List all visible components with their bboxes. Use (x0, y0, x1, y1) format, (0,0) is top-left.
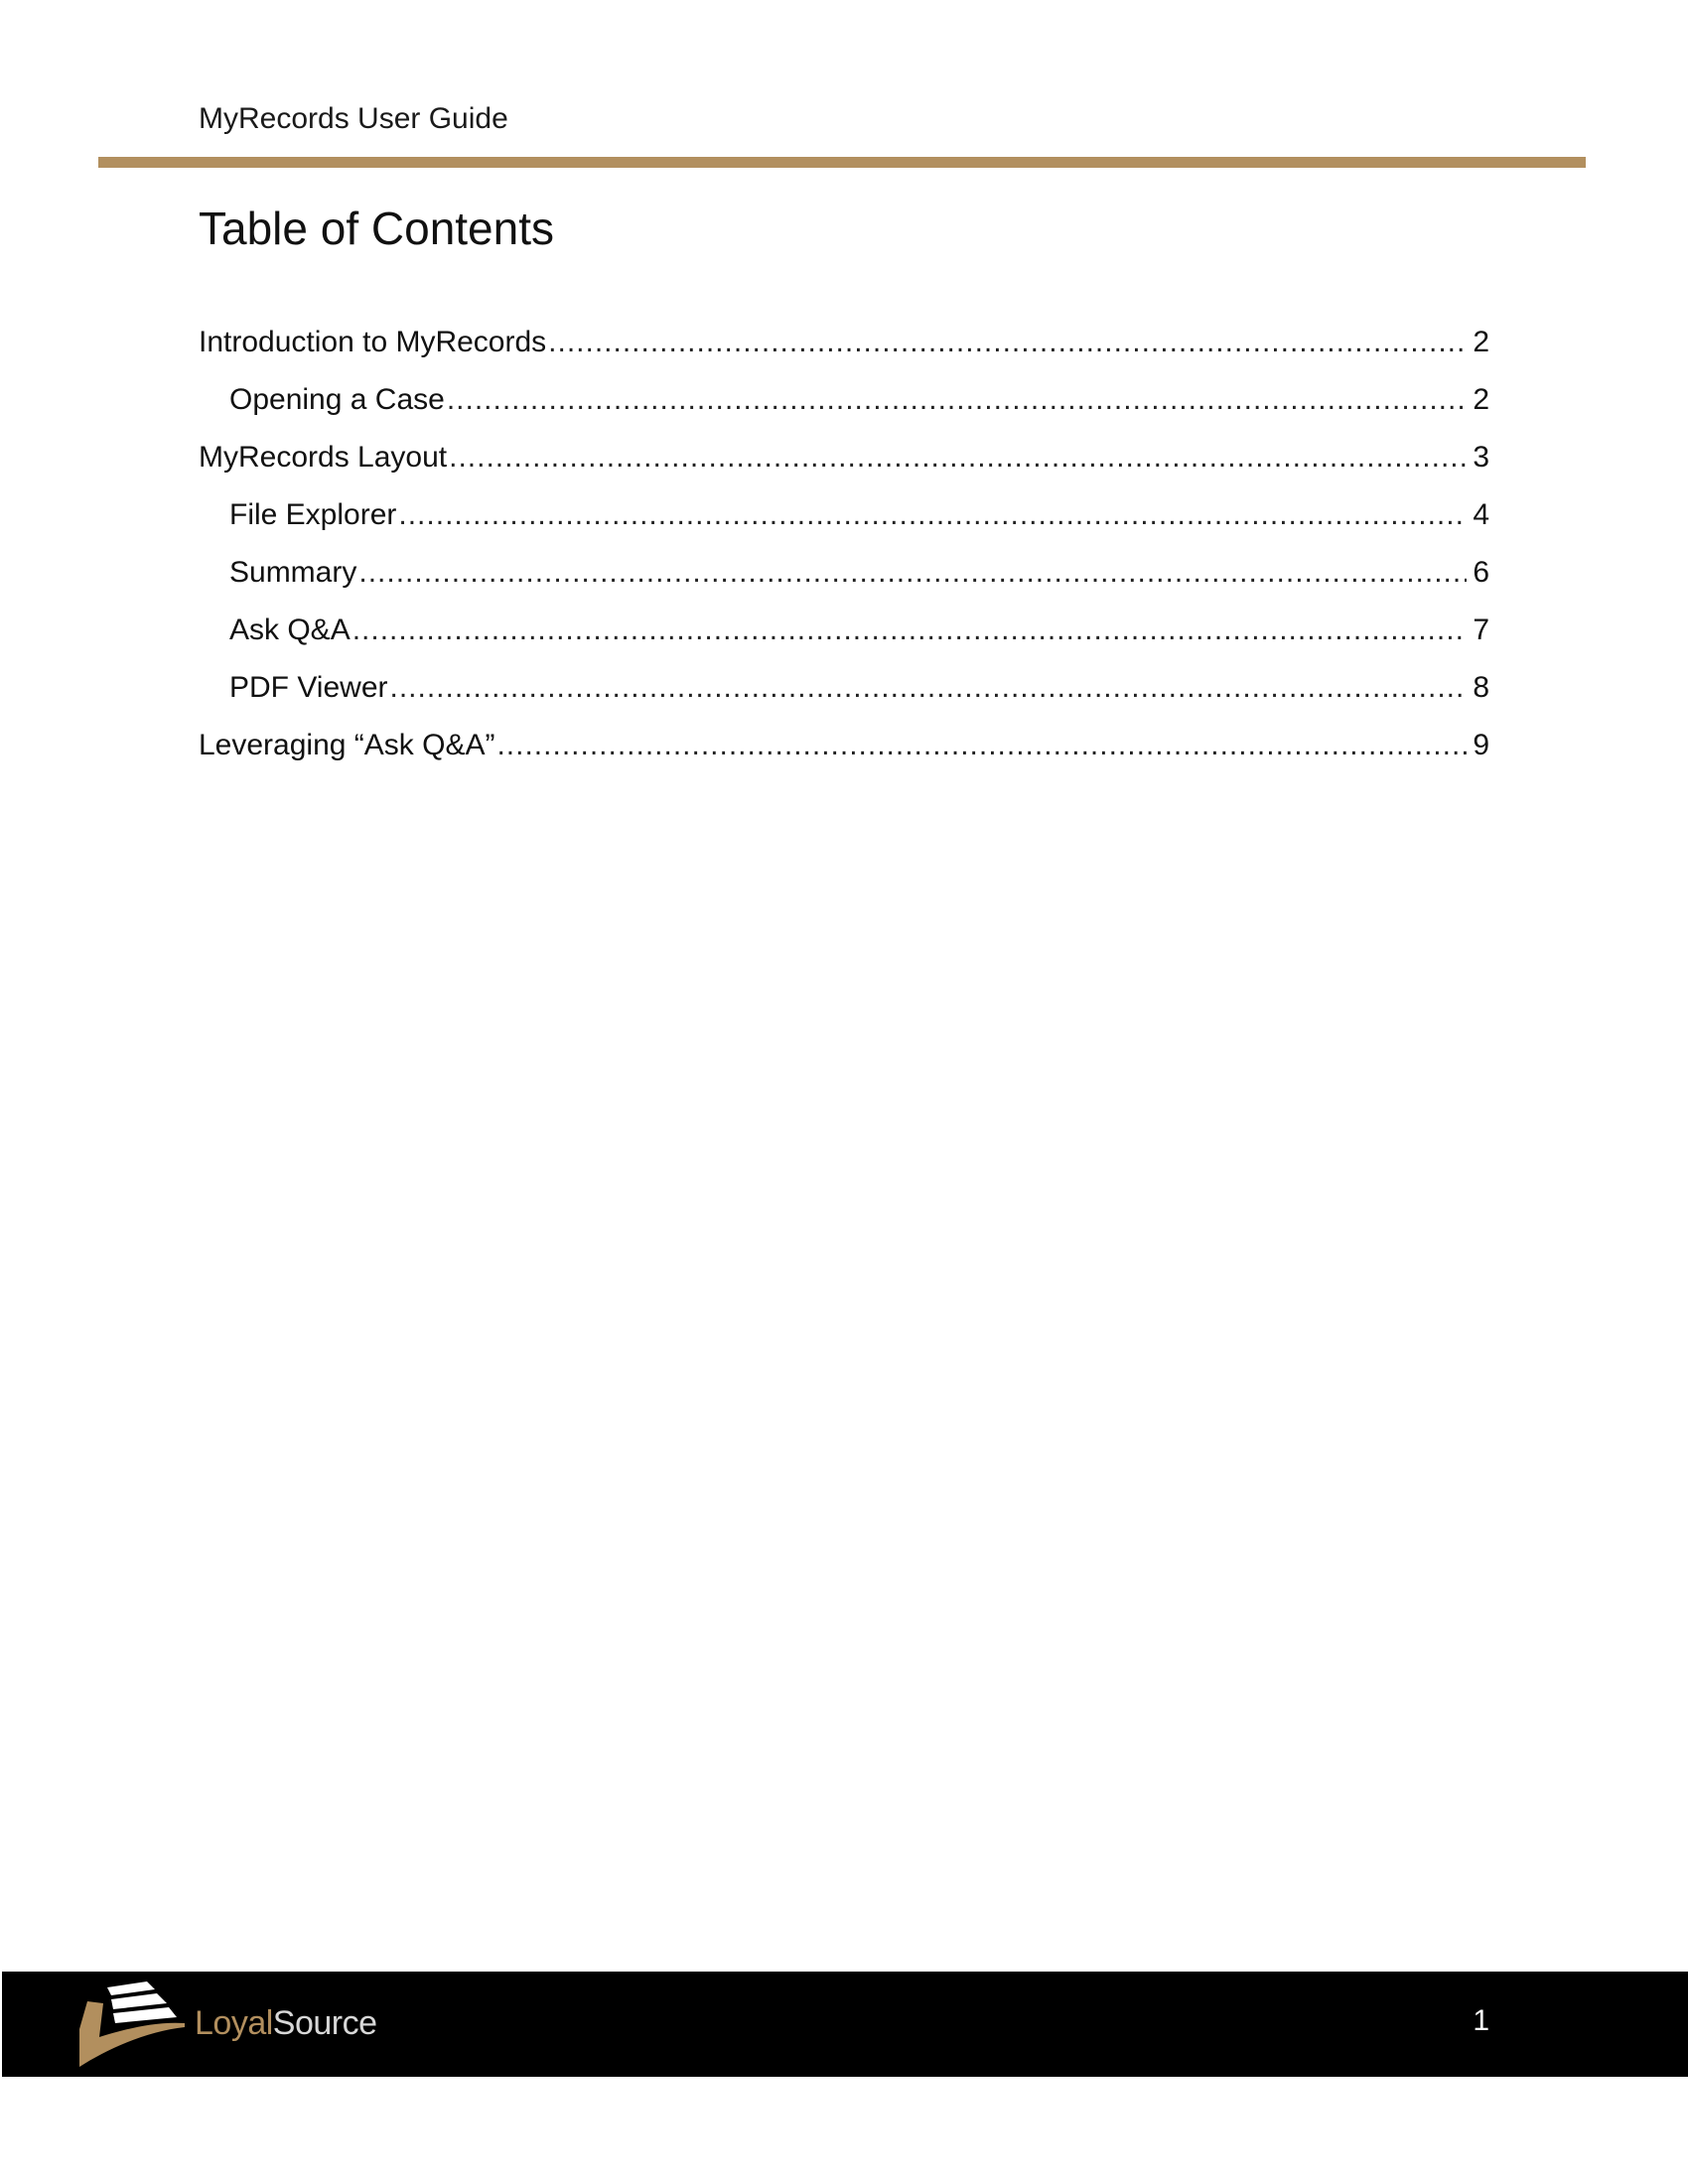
toc-entry-page: 2 (1473, 383, 1489, 416)
toc-entry-label: Opening a Case (229, 383, 445, 416)
toc-title: Table of Contents (199, 203, 555, 254)
toc-entry-page: 2 (1473, 326, 1489, 358)
toc-entry-label: Summary (229, 556, 357, 589)
running-header-title: MyRecords User Guide (199, 102, 508, 135)
toc-dot-leader (390, 667, 1468, 709)
brand-wordmark-source: Source (272, 2003, 377, 2042)
loyalsource-logo-mark-icon (77, 1979, 187, 2067)
toc-entry-label: MyRecords Layout (199, 441, 448, 474)
toc-entry-opening-a-case[interactable] (199, 379, 1489, 437)
page-number: 1 (1473, 2004, 1489, 2037)
toc-dot-leader (548, 322, 1467, 363)
toc-entry-label: File Explorer (229, 498, 397, 531)
toc-dot-leader (398, 494, 1467, 536)
toc-dot-leader (449, 437, 1467, 478)
brand-wordmark-loyal: Loyal (195, 2003, 273, 2042)
toc-entry-page: 7 (1473, 614, 1489, 646)
toc-entry-pdf-viewer[interactable] (199, 667, 1489, 725)
toc-entry-label: PDF Viewer (229, 671, 388, 704)
toc-entry-summary[interactable] (199, 552, 1489, 610)
toc-dot-leader (358, 552, 1467, 594)
toc-dot-leader (496, 725, 1467, 766)
toc-entry-page: 8 (1473, 671, 1489, 704)
toc-entry-introduction[interactable] (199, 322, 1489, 379)
brand-logo (77, 1979, 377, 2067)
toc-entry-label: Leveraging “Ask Q&A” (199, 729, 495, 761)
toc-entry-page: 6 (1473, 556, 1489, 589)
toc-entry-leveraging-ask-qa[interactable] (199, 725, 1489, 782)
toc-entry-page: 3 (1473, 441, 1489, 474)
toc-entry-label: Ask Q&A (229, 614, 351, 646)
toc-entry-label: Introduction to MyRecords (199, 326, 547, 358)
toc-dot-leader (352, 610, 1468, 651)
toc-entry-page: 9 (1473, 729, 1489, 761)
toc-entry-page: 4 (1473, 498, 1489, 531)
toc-entry-file-explorer[interactable] (199, 494, 1489, 552)
brand-wordmark (195, 2004, 377, 2043)
header-divider (98, 157, 1586, 168)
toc-entry-layout[interactable] (199, 437, 1489, 494)
page-footer (2, 1972, 1688, 2077)
toc-dot-leader (447, 379, 1468, 421)
table-of-contents (199, 322, 1489, 782)
toc-entry-ask-qa[interactable] (199, 610, 1489, 667)
